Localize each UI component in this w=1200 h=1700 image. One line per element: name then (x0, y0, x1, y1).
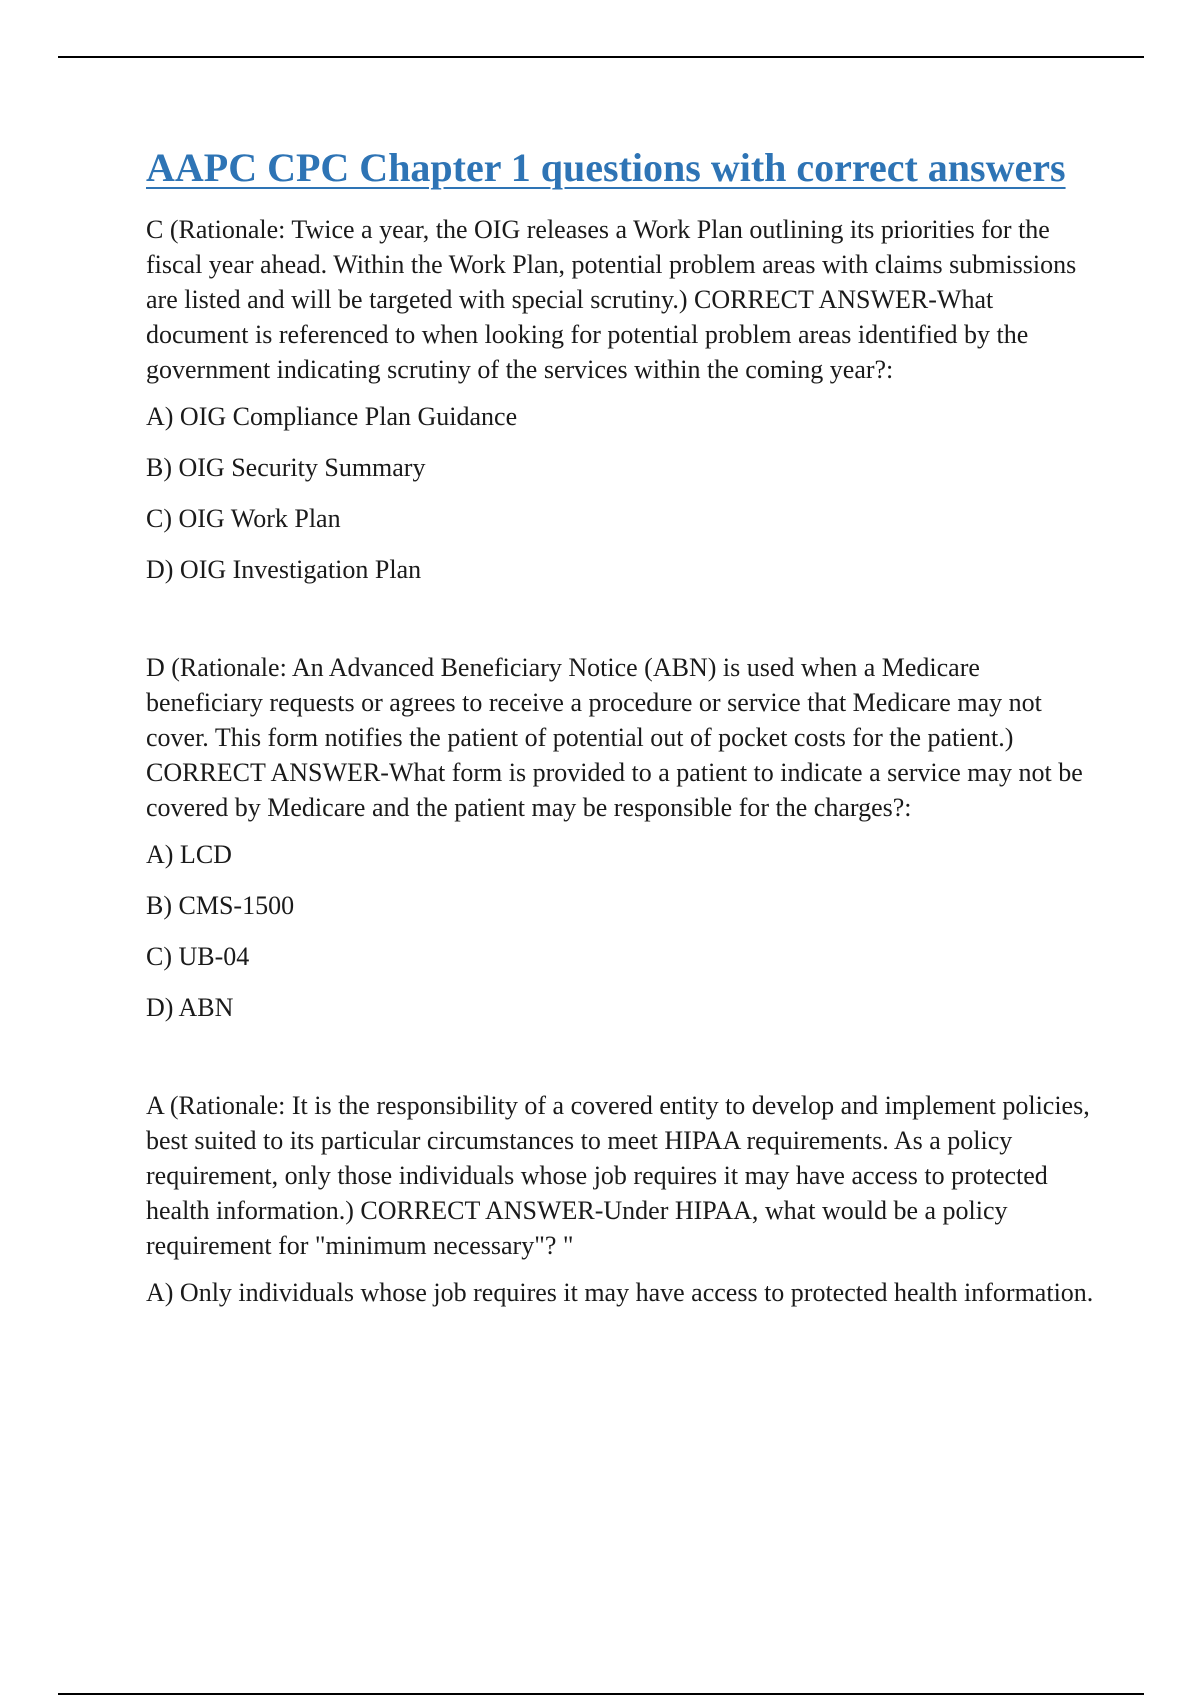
question-text: A (Rationale: It is the responsibility of a covered entity to develop and implement policies, best suited to its particular circumstances to meet HIPAA requirements. As a policy requirement, only those individuals whose job requires it may have access to protected health information.) CORRECT ANSWER-Under HIPAA, what would be a policy requirement for "minimum necessary"? " (146, 1091, 1090, 1260)
document-title: AAPC CPC Chapter 1 questions with correct answers (146, 145, 1066, 190)
section-spacer (146, 603, 1096, 650)
question-text: C (Rationale: Twice a year, the OIG releases a Work Plan outlining its priorities for the fiscal year ahead. Within the Work Plan, potential problem areas with claims submissions are listed and will be targeted with special scrutiny.) CORRECT ANSWER-What document is referenced to when looking for potential problem areas identified by the government indicating scrutiny of the services within the coming year?: (146, 215, 1077, 384)
answer-option: D) ABN (146, 993, 234, 1022)
question-text: D (Rationale: An Advanced Beneficiary Notice (ABN) is used when a Medicare beneficiary requests or agrees to receive a procedure or service that Medicare may not cover. This form notifies the patient of potential out of pocket costs for the patient.) CORRECT ANSWER-What form is provided to a patient to indicate a service may not be covered by Medicare and the patient may be responsible for the charges?: (146, 653, 1083, 822)
top-rule (58, 56, 1144, 58)
bottom-rule (58, 1693, 1144, 1695)
answer-option: A) Only individuals whose job requires it may have access to protected health information. (146, 1278, 1094, 1307)
section-spacer (146, 1041, 1096, 1088)
document-body (146, 140, 1096, 1326)
answer-option: A) OIG Compliance Plan Guidance (146, 402, 518, 431)
question-2 (146, 650, 1096, 1025)
answer-option: C) UB-04 (146, 942, 250, 971)
answer-option: B) CMS-1500 (146, 891, 295, 920)
question-1 (146, 212, 1096, 587)
question-3 (146, 1088, 1096, 1310)
answer-option: D) OIG Investigation Plan (146, 555, 422, 584)
answer-option: C) OIG Work Plan (146, 504, 341, 533)
answer-option: A) LCD (146, 840, 232, 869)
answer-option: B) OIG Security Summary (146, 453, 426, 482)
